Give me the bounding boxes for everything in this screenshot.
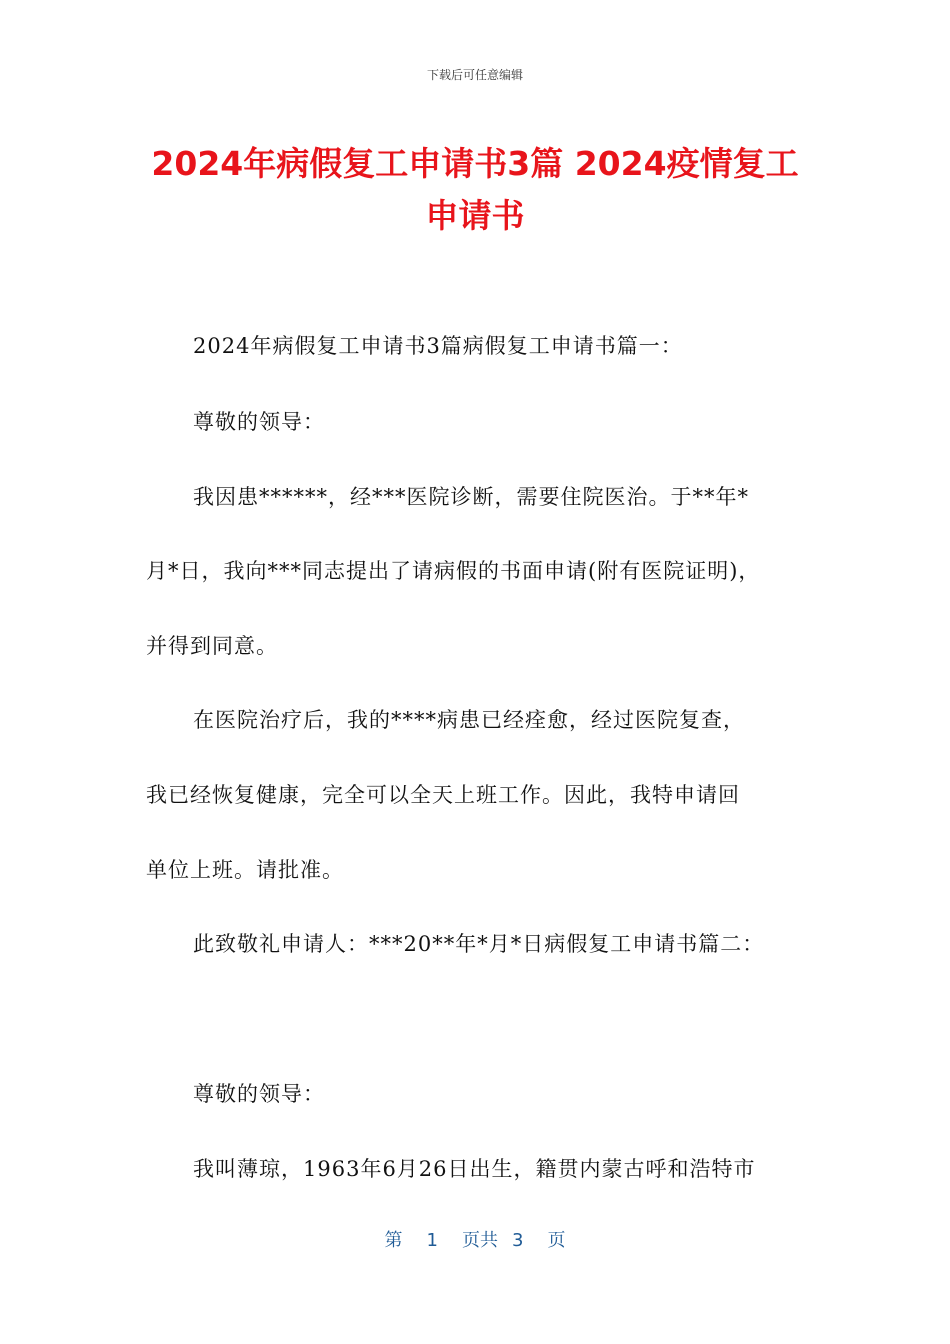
document-title (120, 138, 830, 242)
body-line-1: 我因患******，经***医院诊断，需要住院医治。于**年* (193, 485, 749, 509)
salutation-1: 尊敬的领导： (193, 410, 325, 434)
footer-current-page: 1 (426, 1230, 438, 1251)
footer-prefix: 第 (384, 1230, 403, 1251)
title-line-1: 2024年病假复工申请书3篇 2024疫情复工 (151, 144, 799, 183)
intro-line: 2024年病假复工申请书3篇病假复工申请书篇一： (193, 334, 683, 358)
body-line-6: 单位上班。请批准。 (146, 858, 344, 882)
closing-line: 此致敬礼申请人：***20**年*月*日病假复工申请书篇二： (193, 932, 765, 956)
page-footer (0, 1226, 950, 1252)
body-line-2: 月*日，我向***同志提出了请病假的书面申请(附有医院证明)， (146, 559, 761, 583)
body-line-4: 在医院治疗后，我的****病患已经痊愈，经过医院复查， (193, 708, 745, 732)
body-line-7: 我叫薄琼，1963年6月26日出生，籍贯内蒙古呼和浩特市 (193, 1157, 756, 1181)
title-line-2: 申请书 (425, 196, 525, 235)
footer-suffix: 页 (547, 1230, 566, 1251)
footer-middle: 页共 (462, 1230, 498, 1251)
footer-total-pages: 3 (512, 1230, 524, 1251)
body-line-5: 我已经恢复健康，完全可以全天上班工作。因此，我特申请回 (146, 783, 740, 807)
header-note: 下载后可任意编辑 (426, 68, 523, 82)
body-line-3: 并得到同意。 (146, 634, 278, 658)
salutation-2: 尊敬的领导： (193, 1082, 325, 1106)
